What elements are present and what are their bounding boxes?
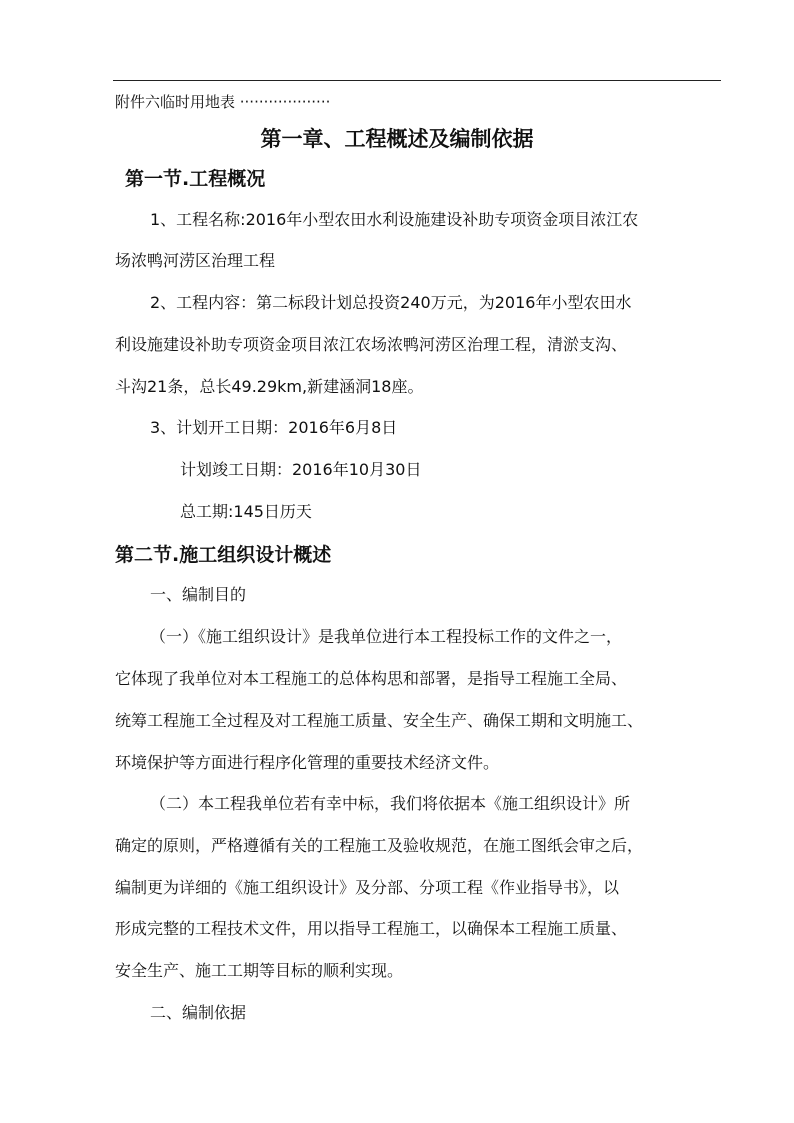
section-2-title: 第二节.施工组织设计概述 bbox=[115, 544, 332, 566]
para-2-line-4: 形成完整的工程技术文件，用以指导工程施工，以确保本工程施工质量、 bbox=[115, 919, 628, 938]
para-1-line-4: 环境保护等方面进行程序化管理的重要技术经济文件。 bbox=[115, 753, 500, 772]
para-2-line-1: （二）本工程我单位若有幸中标，我们将依据本《施工组织设计》所 bbox=[150, 794, 631, 813]
section-1-title: 第一节.工程概况 bbox=[125, 168, 266, 190]
item-3-start-date: 3、计划开工日期：2016年6月8日 bbox=[150, 418, 398, 437]
para-2-line-2: 确定的原则，严格遵循有关的工程施工及验收规范，在施工图纸会审之后， bbox=[115, 836, 644, 855]
para-1-line-2: 它体现了我单位对本工程施工的总体构思和部署，是指导工程施工全局、 bbox=[115, 669, 628, 688]
item-2-line-1: 2、工程内容：第二标段计划总投资240万元，为2016年小型农田水 bbox=[150, 293, 632, 312]
item-1-line-2: 场浓鸭河涝区治理工程 bbox=[115, 251, 276, 270]
item-2-line-3: 斗沟21条，总长49.29km,新建涵洞18座。 bbox=[115, 377, 424, 396]
subheading-purpose: 一、编制目的 bbox=[150, 585, 247, 604]
subheading-basis: 二、编制依据 bbox=[150, 1003, 247, 1022]
para-2-line-5: 安全生产、施工工期等目标的顺利实现。 bbox=[115, 961, 404, 980]
item-1-line-1: 1、工程名称:2016年小型农田水利设施建设补助专项资金项目浓江农 bbox=[150, 210, 639, 229]
item-3-end-date: 计划竣工日期：2016年10月30日 bbox=[180, 460, 422, 479]
item-2-line-2: 利设施建设补助专项资金项目浓江农场浓鸭河涝区治理工程，清淤支沟、 bbox=[115, 335, 628, 354]
para-1-line-3: 统筹工程施工全过程及对工程施工质量、安全生产、确保工期和文明施工、 bbox=[115, 711, 644, 730]
chapter-title: 第一章、工程概述及编制依据 bbox=[260, 127, 534, 151]
header-rule bbox=[113, 80, 721, 81]
para-2-line-3: 编制更为详细的《施工组织设计》及分部、分项工程《作业指导书》，以 bbox=[115, 878, 620, 897]
para-1-line-1: （一）《施工组织设计》是我单位进行本工程投标工作的文件之一， bbox=[150, 627, 623, 646]
toc-entry: 附件六临时用地表 ··················· bbox=[115, 93, 331, 111]
item-3-duration: 总工期:145日历天 bbox=[180, 502, 312, 521]
